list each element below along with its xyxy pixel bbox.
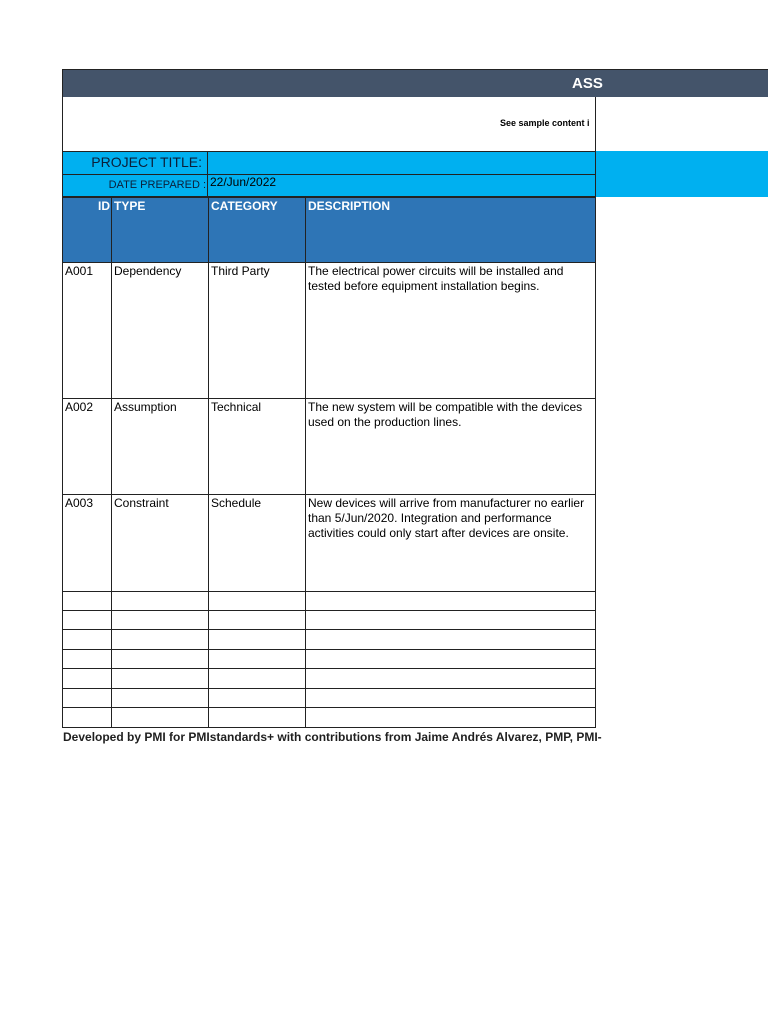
column-header-id: ID — [62, 197, 112, 263]
table-cell-category[interactable] — [209, 630, 305, 649]
table-cell-description[interactable] — [306, 689, 595, 707]
table-cell-category[interactable] — [209, 669, 305, 688]
table-cell-description[interactable]: The new system will be compatible with the devices used on the production lines. — [308, 400, 583, 429]
table-cell-type[interactable]: Dependency — [114, 264, 182, 278]
table-cell-category[interactable]: Schedule — [211, 496, 262, 510]
date-prepared-label: DATE PREPARED : — [108, 179, 206, 191]
table-cell-description[interactable]: The electrical power circuits will be installed and tested before equipment installation begins. — [308, 264, 564, 293]
table-cell-id[interactable]: A001 — [65, 264, 94, 278]
date-prepared-value[interactable]: 22/Jun/2022 — [210, 175, 277, 189]
table-cell-category[interactable] — [209, 592, 305, 610]
page-title: ASS — [572, 75, 603, 92]
table-cell-description[interactable] — [306, 592, 595, 610]
table-cell-id[interactable] — [63, 630, 111, 649]
table-cell-description[interactable] — [306, 611, 595, 629]
table-cell-category[interactable] — [209, 611, 305, 629]
project-band — [596, 151, 768, 197]
table-cell-id[interactable]: A003 — [65, 496, 94, 510]
table-cell-description[interactable]: New devices will arrive from manufacturer no earlier than 5/Jun/2020. Integration and performance activities could only start after devices are onsite. — [308, 496, 585, 540]
column-header-description: DESCRIPTION — [308, 199, 391, 213]
table-cell-id[interactable] — [63, 592, 111, 610]
table-cell-type[interactable] — [112, 592, 208, 610]
table-cell-type[interactable] — [112, 650, 208, 668]
table-cell-category[interactable] — [209, 650, 305, 668]
project-title-label: PROJECT TITLE: — [91, 154, 202, 170]
table-cell-description[interactable] — [306, 669, 595, 688]
table-cell-type[interactable]: Assumption — [114, 400, 177, 414]
table-cell-category[interactable]: Technical — [211, 400, 262, 414]
table-cell-category[interactable] — [209, 708, 305, 727]
table-cell-id[interactable] — [63, 708, 111, 727]
table-cell-id[interactable]: A002 — [65, 400, 94, 414]
table-cell-type[interactable]: Constraint — [114, 496, 169, 510]
table-cell-id[interactable] — [63, 689, 111, 707]
table-cell-type[interactable] — [112, 630, 208, 649]
title-bar — [62, 69, 768, 97]
table-cell-type[interactable] — [112, 669, 208, 688]
project-title-value[interactable] — [210, 152, 594, 173]
table-cell-description[interactable] — [306, 650, 595, 668]
table-cell-type[interactable] — [112, 611, 208, 629]
table-cell-category[interactable]: Third Party — [211, 264, 270, 278]
column-header-type: TYPE — [112, 197, 209, 263]
table-cell-id[interactable] — [63, 669, 111, 688]
table-cell-type[interactable] — [112, 689, 208, 707]
table-cell-category[interactable] — [209, 689, 305, 707]
table-cell-type[interactable] — [112, 708, 208, 727]
sample-content-note: See sample content i — [500, 118, 590, 128]
table-cell-description[interactable] — [306, 630, 595, 649]
table-cell-description[interactable] — [306, 708, 595, 727]
column-header-category: CATEGORY — [209, 197, 306, 263]
footer-credit: Developed by PMI for PMIstandards+ with contributions from Jaime Andrés Alvarez, PMP, PMI- — [63, 730, 602, 744]
table-cell-id[interactable] — [63, 650, 111, 668]
table-cell-id[interactable] — [63, 611, 111, 629]
grid-line — [595, 263, 596, 727]
